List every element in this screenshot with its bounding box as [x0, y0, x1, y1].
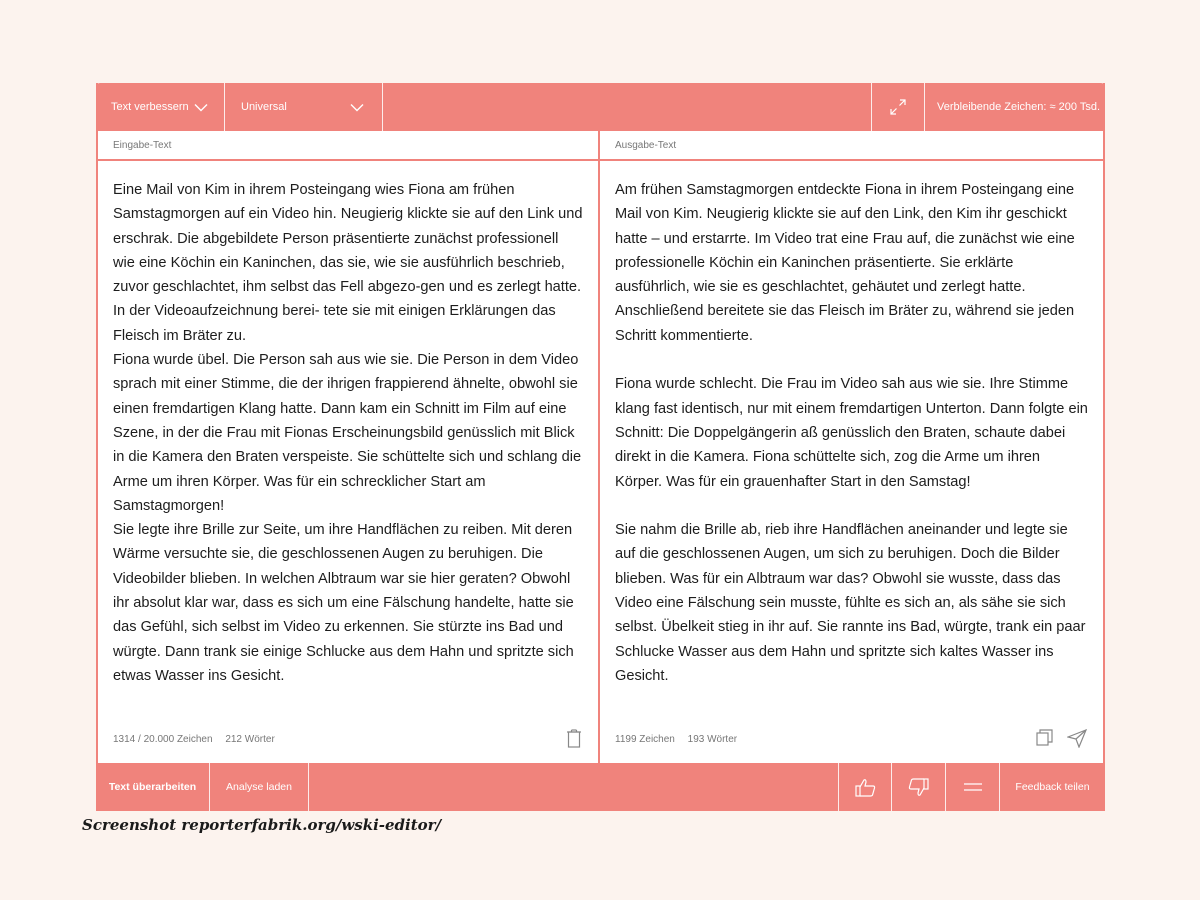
expand-button[interactable]: [871, 83, 925, 131]
input-char-count: 1314 / 20.000 Zeichen: [113, 734, 213, 745]
style-dropdown-label: Universal: [241, 101, 287, 113]
menu-icon: [964, 783, 982, 791]
style-dropdown[interactable]: [225, 83, 383, 131]
input-paragraph: Sie legte ihre Brille zur Seite, um ihre Handflächen zu reiben. Mit deren Wärme versuchte sie, die geschlossenen Augen zu beruhigen. Die Videobilder blieben. In welchen Albtraum war sie hier geraten? Obwohl ihr absolut klar war, dass es sich um eine Fälschung handelte, hatte sie das Gefühl, sich selbst im Video zu erkennen. Sie stürzte ins Bad und würgte. Dann trank sie einige Schlucke aus dem Hahn und spritzte sich etwas Wasser ins Gesicht.: [113, 522, 574, 684]
thumbs-down-button[interactable]: [892, 763, 946, 811]
load-analysis-button[interactable]: Analyse laden: [210, 763, 309, 811]
output-paragraph: Am frühen Samstagmorgen entdeckte Fiona in ihrem Posteingang eine Mail von Kim. Neugierig klickte sie auf den Link, den Kim ihr geschickt hatte – und erstarrte. Im Video trat eine Frau auf, die zunächst wie eine professionelle Köchin ein Kaninchen präsentierte. Sie erklärte ausführlich, wie sie es geschlachtet, gehäutet und zerlegt hatte. Anschließend bereitete sie das Fleisch im Bräter zu, während sie jeden Schritt kommentierte.: [615, 182, 1075, 344]
top-toolbar: [96, 83, 1105, 131]
output-panel: [600, 131, 1103, 763]
chevron-down-icon: [350, 103, 364, 112]
paragraph-gap: [615, 348, 1088, 372]
output-char-count: 1199 Zeichen: [615, 734, 675, 745]
screenshot-caption: Screenshot reporterfabrik.org/wski-editor/: [82, 816, 442, 834]
output-paragraph: Sie nahm die Brille ab, rieb ihre Handflächen aneinander und legte sie auf die geschlossenen Augen, um sich zu beruhigen. Doch die Bilder blieben. Was für ein Albtraum war das? Obwohl sie wusste, dass das Video eine Fälschung sein musste, fühlte es sich an, als sähe sie sich selbst. Übelkeit stieg in ihr auf. Sie rannte ins Bad, würgte, trank ein paar Schlucke Wasser aus dem Hahn und spritzte sich kaltes Wasser ins Gesicht.: [615, 522, 1086, 684]
input-word-count: 212 Wörter: [225, 734, 275, 745]
copy-icon[interactable]: [1036, 729, 1053, 746]
input-panel-header: Eingabe-Text: [98, 131, 598, 161]
thumbs-up-icon: [855, 778, 876, 797]
remaining-chars-info: Verbleibende Zeichen: ≈ 200 Tsd.: [937, 101, 1101, 113]
chevron-down-icon: [194, 103, 208, 112]
rework-text-button[interactable]: Text überarbeiten: [96, 763, 210, 811]
thumbs-up-button[interactable]: [838, 763, 892, 811]
input-paragraph: Fiona wurde übel. Die Person sah aus wie sie. Die Person in dem Video sprach mit einer Stimme, die der ihrigen frappierend ähnelte, obwohl sie einen fremdartigen Klang hatte. Dann kam ein Schnitt im Film auf eine Szene, in der die Frau mit Fionas Erscheinungsbild genüsslich mit Blick in die Kamera den Braten verspeiste. Sie schüttelte sich und schlang die Arme um ihren Körper. Was für ein schrecklicher Start am Samstagmorgen!: [113, 352, 582, 514]
input-panel: [98, 131, 600, 763]
editor-app: [96, 83, 1105, 811]
output-paragraph: Fiona wurde schlecht. Die Frau im Video sah aus wie sie. Ihre Stimme klang fast identisch, nur mit einem fremdartigen Unterton. Dann folgte ein Schnitt: Die Doppelgängerin aß genüsslich den Braten, schaute dabei direkt in die Kamera. Fiona schüttelte sich, zog die Arme um ihren Körper. Was für ein grauenhafter Start in den Samstag!: [615, 376, 1088, 490]
thumbs-down-icon: [908, 778, 929, 797]
toolbar-spacer: [383, 83, 871, 131]
share-feedback-button[interactable]: Feedback teilen: [1015, 781, 1090, 793]
menu-button[interactable]: [946, 763, 1000, 811]
expand-icon: [889, 98, 907, 116]
input-textarea[interactable]: [98, 161, 598, 688]
input-actions: [566, 729, 582, 748]
trash-icon[interactable]: [566, 729, 582, 748]
input-paragraph: Eine Mail von Kim in ihrem Posteingang wies Fiona am frühen Samstagmorgen auf ein Video hin. Neugierig klickte sie auf den Link und erschrak. Die abgebildete Person präsentierte zunächst professionell wie eine Köchin ein Kaninchen, das sie, wie sie ausführlich beschrieb, zuvor geschlachtet, ihm selbst das Fell abgezo-gen und es zerlegt hatte. In der Videoaufzeichnung berei- tete sie mit einigen Erklärungen das Fleisch im Bräter zu.: [113, 182, 583, 344]
output-text: [600, 161, 1103, 688]
editor-panels: [98, 131, 1103, 763]
mode-dropdown[interactable]: [96, 83, 225, 131]
output-word-count: 193 Wörter: [687, 734, 738, 745]
input-stats: [113, 734, 275, 745]
bottombar-spacer: [309, 763, 838, 811]
mode-dropdown-label: Text verbessern: [111, 101, 189, 113]
output-stats: [615, 734, 737, 745]
paragraph-gap: [615, 494, 1088, 518]
output-panel-header: Ausgabe-Text: [600, 131, 1103, 161]
output-actions: [1036, 729, 1087, 748]
send-icon[interactable]: [1067, 729, 1087, 748]
bottom-toolbar: [96, 763, 1105, 811]
